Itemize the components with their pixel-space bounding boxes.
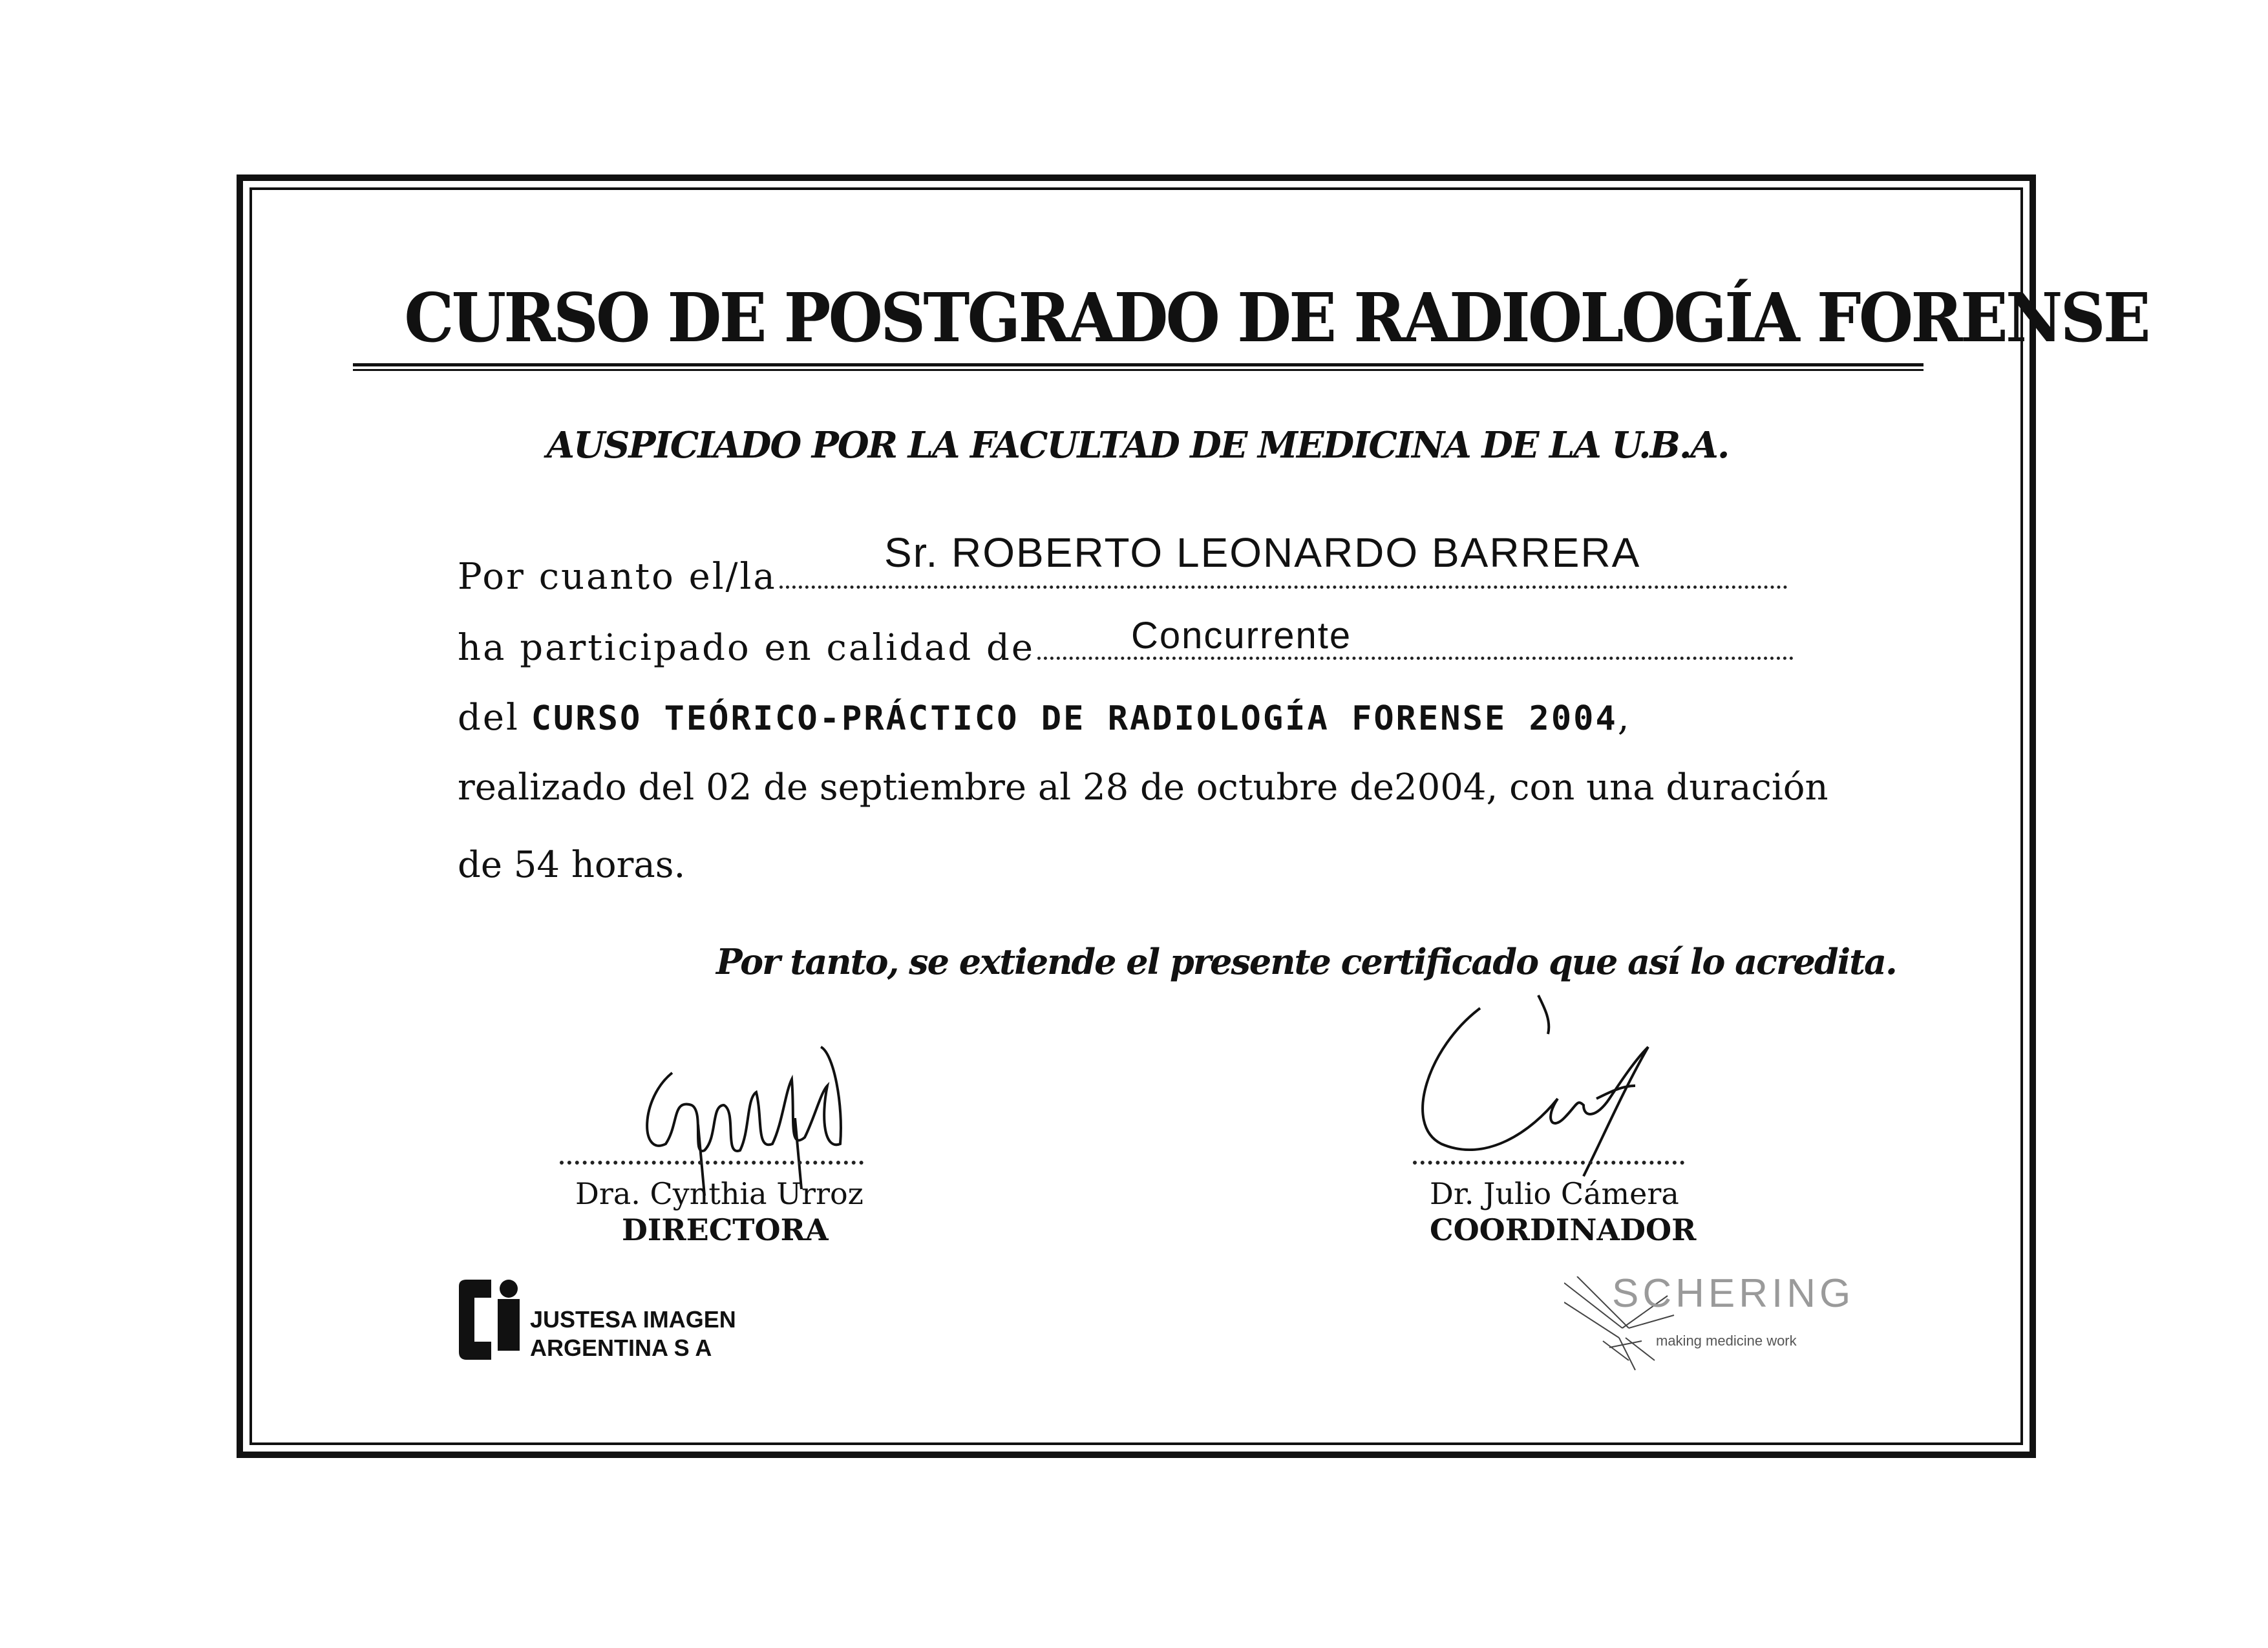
certificate-title: CURSO DE POSTGRADO DE RADIOLOGÍA FORENSE <box>404 278 2148 357</box>
left-logo-line1: JUSTESA IMAGEN <box>530 1306 736 1333</box>
participant-role: Concurrente <box>1131 615 1352 657</box>
director-name: Dra. Cynthia Urroz <box>575 1176 864 1211</box>
left-logo-line2: ARGENTINA S A <box>530 1335 712 1361</box>
title-underline <box>353 363 1924 371</box>
recipient-dotted-line <box>779 579 1788 589</box>
recipient-label: Por cuanto el/la <box>458 556 777 598</box>
duration-line: de 54 horas. <box>458 844 686 886</box>
certificate-inner-border <box>249 187 2148 1445</box>
coordinator-title: COORDINADOR <box>1430 1212 1697 1247</box>
course-prefix: del <box>458 697 520 739</box>
schering-tagline: making medicine work <box>1656 1333 1797 1349</box>
closing-statement: Por tanto, se extiende el presente certificado que así lo acredita. <box>716 941 1896 982</box>
dates-line: realizado del 02 de septiembre al 28 de octubre de2004, con una duración <box>458 766 1828 808</box>
course-name: CURSO TEÓRICO-PRÁCTICO DE RADIOLOGÍA FORENSE 2004 <box>531 699 1618 738</box>
certificate-subtitle: AUSPICIADO POR LA FACULTAD DE MEDICINA DE LA U.B.A. <box>546 424 1729 467</box>
justesa-logo-icon <box>452 1280 529 1360</box>
recipient-name: Sr. ROBERTO LEONARDO BARRERA <box>884 529 1641 576</box>
director-signature-line <box>560 1161 864 1165</box>
role-line <box>458 627 1794 669</box>
schering-name: SCHERING <box>1612 1271 1855 1316</box>
course-line <box>458 697 1629 739</box>
role-label: ha participado en calidad de <box>458 627 1035 669</box>
course-suffix: , <box>1617 697 1629 739</box>
coordinator-name: Dr. Julio Cámera <box>1430 1176 1679 1211</box>
coordinator-signature-line <box>1413 1161 1684 1165</box>
director-title: DIRECTORA <box>622 1212 829 1247</box>
